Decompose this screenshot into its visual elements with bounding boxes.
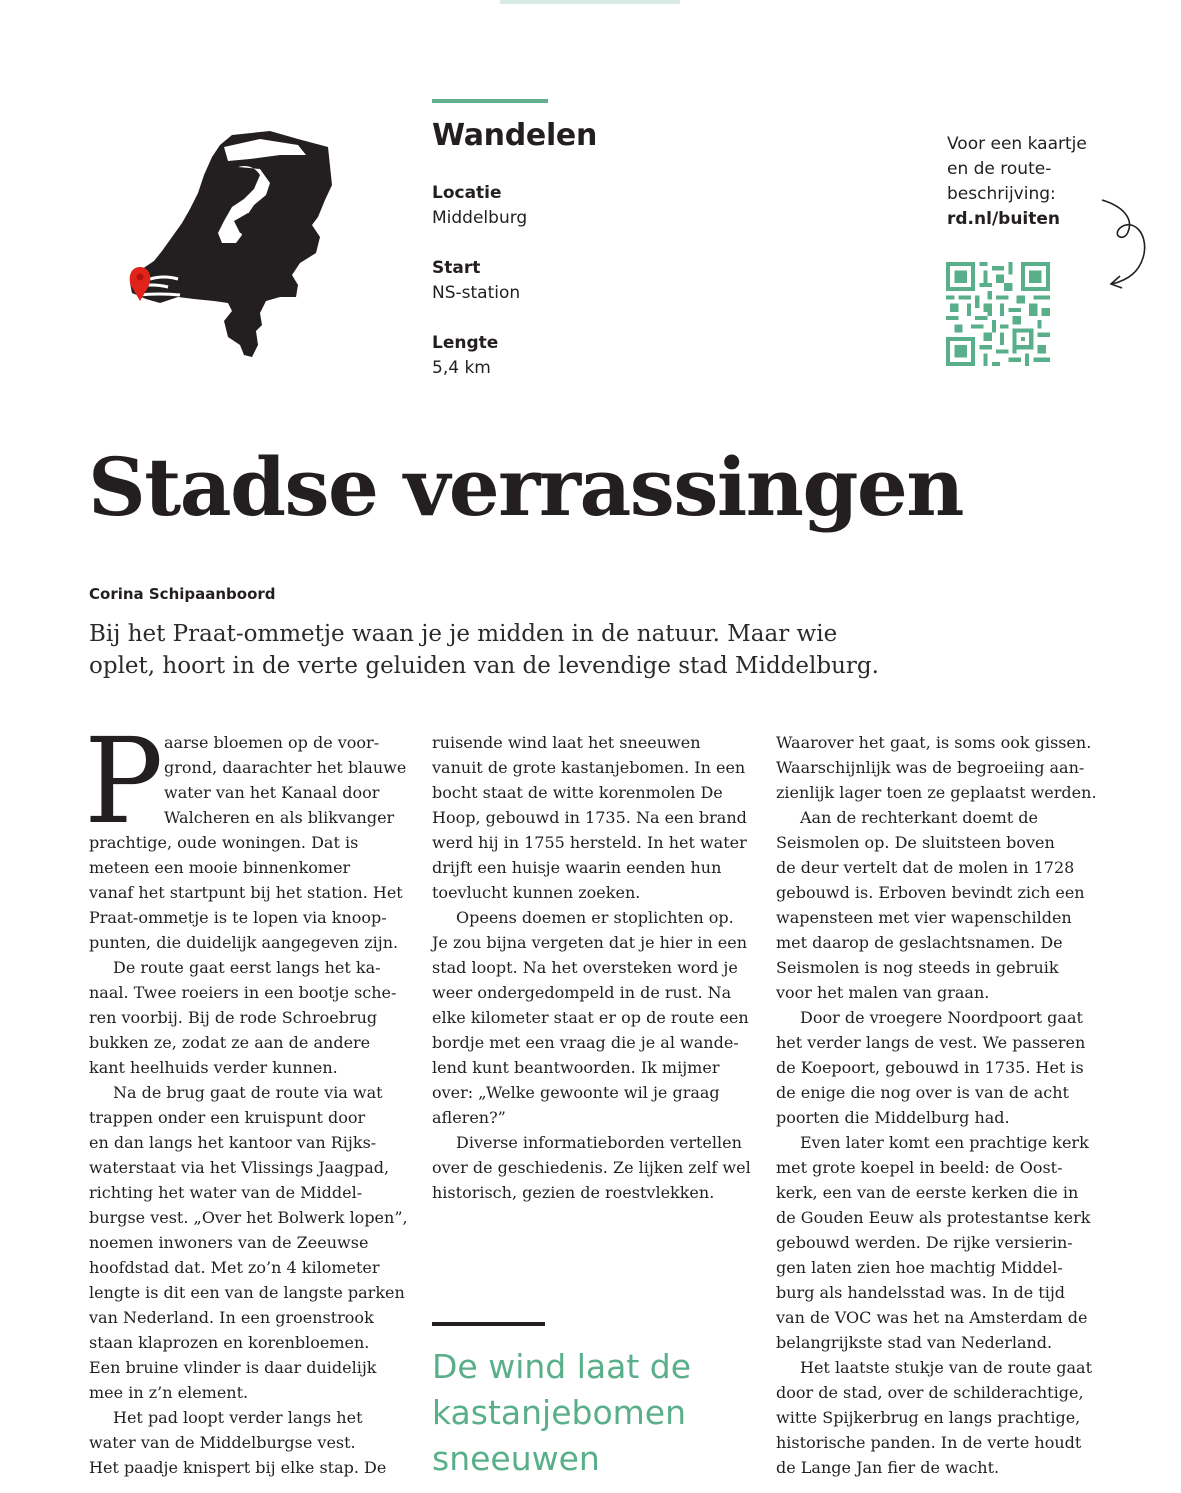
body-line: weer ondergedompeld in de rust. Na — [432, 983, 732, 1002]
info-value-start: NS-station — [432, 283, 521, 303]
body-line: aarse bloemen op de voor- — [164, 733, 380, 752]
info-label-location: Locatie — [432, 183, 502, 203]
route-link[interactable]: rd.nl/buiten — [947, 209, 1061, 229]
body-line: lend kunt beantwoorden. Ik mijmer — [432, 1058, 720, 1077]
route-note-line: en de route- — [947, 159, 1052, 179]
body-line: Seismolen op. De sluitsteen boven — [776, 833, 1055, 852]
body-line: de Gouden Eeuw als protestantse kerk — [776, 1208, 1091, 1227]
pullquote-line: De wind laat de — [432, 1347, 692, 1386]
body-line: Het pad loopt verder langs het — [113, 1408, 363, 1427]
body-line: noemen inwoners van de Zeeuwse — [89, 1233, 369, 1252]
body-line: naal. Twee roeiers in een bootje sche- — [89, 983, 397, 1002]
body-line: en dan langs het kantoor van Rijks- — [89, 1133, 377, 1152]
body-line: bukken ze, zodat ze aan de andere — [89, 1033, 371, 1052]
body-line: belangrijkste stad van Nederland. — [776, 1333, 1053, 1352]
drop-cap: P — [84, 712, 164, 850]
body-line: Praat-ommetje is te lopen via knoop- — [89, 908, 387, 927]
article-author: Corina Schipaanboord — [89, 585, 276, 603]
body-line: het verder langs de vest. We passeren — [776, 1033, 1086, 1052]
info-label-length: Lengte — [432, 333, 499, 353]
body-line: Een bruine vlinder is daar duidelijk — [89, 1358, 377, 1377]
body-line: punten, die duidelijk aangegeven zijn. — [89, 933, 399, 952]
body-line: de Lange Jan fier de wacht. — [776, 1458, 1000, 1477]
body-line: zienlijk lager toen ze geplaatst werden. — [776, 783, 1097, 802]
body-line: de deur vertelt dat de molen in 1728 — [776, 858, 1075, 877]
body-line: de Koepoort, gebouwd in 1735. Het is — [776, 1058, 1084, 1077]
body-line: afleren?” — [432, 1108, 506, 1127]
info-value-location: Middelburg — [432, 208, 528, 228]
body-line: over de geschiedenis. Ze lijken zelf wel — [432, 1158, 751, 1177]
article-column-2 — [432, 730, 762, 1205]
top-tab-decoration — [500, 0, 680, 4]
info-value-length: 5,4 km — [432, 358, 491, 378]
body-line: staan klaprozen en korenbloemen. — [89, 1333, 370, 1352]
qr-code-icon[interactable] — [946, 262, 1050, 366]
intro-line: Bij het Praat-ommetje waan je je midden in de natuur. Maar wie — [89, 621, 838, 647]
body-line: prachtige, oude woningen. Dat is — [89, 833, 359, 852]
body-line: toevlucht kunnen zoeken. — [432, 883, 641, 902]
body-line: lengte is dit een van de langste parken — [89, 1283, 405, 1302]
body-line: vanuit de grote kastanjebomen. In een — [432, 758, 746, 777]
country-shape — [130, 131, 332, 357]
route-note-line: beschrijving: — [947, 184, 1056, 204]
body-line: Waarover het gaat, is soms ook gissen. — [776, 733, 1092, 752]
body-line: over: „Welke gewoonte wil je graag — [432, 1083, 720, 1102]
pullquote-line: sneeuwen — [432, 1439, 600, 1478]
body-line: Walcheren en als blikvanger — [164, 808, 395, 827]
body-line: water van het Kanaal door — [164, 783, 380, 802]
body-line: drijft een huisje waarin eenden hun — [432, 858, 722, 877]
body-line: Opeens doemen er stoplichten op. — [456, 908, 734, 927]
body-line: Even later komt een prachtige kerk — [800, 1133, 1089, 1152]
body-line: elke kilometer staat er op de route een — [432, 1008, 749, 1027]
body-line: kerk, een van de eerste kerken die in — [776, 1183, 1079, 1202]
body-line: kant heelhuids verder kunnen. — [89, 1058, 338, 1077]
body-line: Door de vroegere Noordpoort gaat — [800, 1008, 1083, 1027]
body-line: Seismolen is nog steeds in gebruik — [776, 958, 1059, 977]
curved-arrow-icon — [1098, 192, 1154, 292]
body-line: ren voorbij. Bij de rode Schroebrug — [89, 1008, 378, 1027]
body-line: gebouwd werden. De rijke versierin- — [776, 1233, 1073, 1252]
body-line: vanaf het startpunt bij het station. Het — [89, 883, 403, 902]
body-line: poorten die Middelburg had. — [776, 1108, 1010, 1127]
body-line: bocht staat de witte korenmolen De — [432, 783, 723, 802]
body-line: historische panden. In de verte houdt — [776, 1433, 1082, 1452]
body-line: waterstaat via het Vlissings Jaagpad, — [89, 1158, 390, 1177]
pullquote — [432, 1344, 752, 1482]
pullquote-line: kastanjebomen — [432, 1393, 686, 1432]
body-line: met daarop de geslachtsnamen. De — [776, 933, 1063, 952]
body-line: gebouwd is. Erboven bevindt zich een — [776, 883, 1085, 902]
info-accent-rule — [432, 99, 548, 103]
body-line: Hoop, gebouwd in 1735. Na een brand — [432, 808, 747, 827]
body-line: grond, daarachter het blauwe — [164, 758, 407, 777]
pullquote-rule — [432, 1322, 545, 1326]
body-line: Diverse informatieborden vertellen — [456, 1133, 742, 1152]
body-line: bordje met een vraag die je al wande- — [432, 1033, 739, 1052]
article-headline: Stadse verrassingen — [88, 440, 963, 534]
article-column-1 — [89, 730, 419, 1480]
body-line: richting het water van de Middel- — [89, 1183, 363, 1202]
body-line: werd hij in 1755 hersteld. In het water — [432, 833, 747, 852]
article-intro — [89, 618, 949, 682]
body-line: voor het malen van graan. — [776, 983, 990, 1002]
body-line: ruisende wind laat het sneeuwen — [432, 733, 701, 752]
body-line: Het paadje knispert bij elke stap. De — [89, 1458, 387, 1477]
body-line: Je zou bijna vergeten dat je hier in een — [432, 933, 748, 952]
body-line: mee in z’n element. — [89, 1383, 249, 1402]
body-line: Het laatste stukje van de route gaat — [800, 1358, 1092, 1377]
info-title: Wandelen — [432, 118, 598, 153]
body-line: hoofdstad dat. Met zo’n 4 kilometer — [89, 1258, 380, 1277]
body-line: witte Spijkerbrug en langs prachtige, — [776, 1408, 1081, 1427]
body-line: burgse vest. „Over het Bolwerk lopen”, — [89, 1208, 408, 1227]
body-line: stad loopt. Na het oversteken word je — [432, 958, 738, 977]
body-line: wapensteen met vier wapenschilden — [776, 908, 1072, 927]
route-note-line: Voor een kaartje — [947, 134, 1087, 154]
body-line: van Nederland. In een groenstrook — [89, 1308, 374, 1327]
body-line: De route gaat eerst langs het ka- — [113, 958, 381, 977]
route-note — [947, 132, 1117, 232]
article-column-3 — [776, 730, 1106, 1480]
body-line: burg als handelsstad was. In de tijd — [776, 1283, 1066, 1302]
intro-line: oplet, hoort in de verte geluiden van de levendige stad Middelburg. — [89, 653, 879, 679]
body-line: water van de Middelburgse vest. — [89, 1433, 356, 1452]
body-line: door de stad, over de schilderachtige, — [776, 1383, 1084, 1402]
body-line: gen laten zien hoe machtig Middel- — [776, 1258, 1063, 1277]
body-line: Na de brug gaat de route via wat — [113, 1083, 383, 1102]
netherlands-map-icon — [120, 125, 335, 365]
body-line: meteen een mooie binnenkomer — [89, 858, 351, 877]
body-line: historisch, gezien de roestvlekken. — [432, 1183, 715, 1202]
info-label-start: Start — [432, 258, 481, 278]
body-line: Waarschijnlijk was de begroeiing aan- — [776, 758, 1085, 777]
body-line: van de VOC was het na Amsterdam de — [776, 1308, 1088, 1327]
body-line: Aan de rechterkant doemt de — [800, 808, 1039, 827]
body-line: de enige die nog over is van de acht — [776, 1083, 1069, 1102]
body-line: met grote koepel in beeld: de Oost- — [776, 1158, 1063, 1177]
body-line: trappen onder een kruispunt door — [89, 1108, 366, 1127]
